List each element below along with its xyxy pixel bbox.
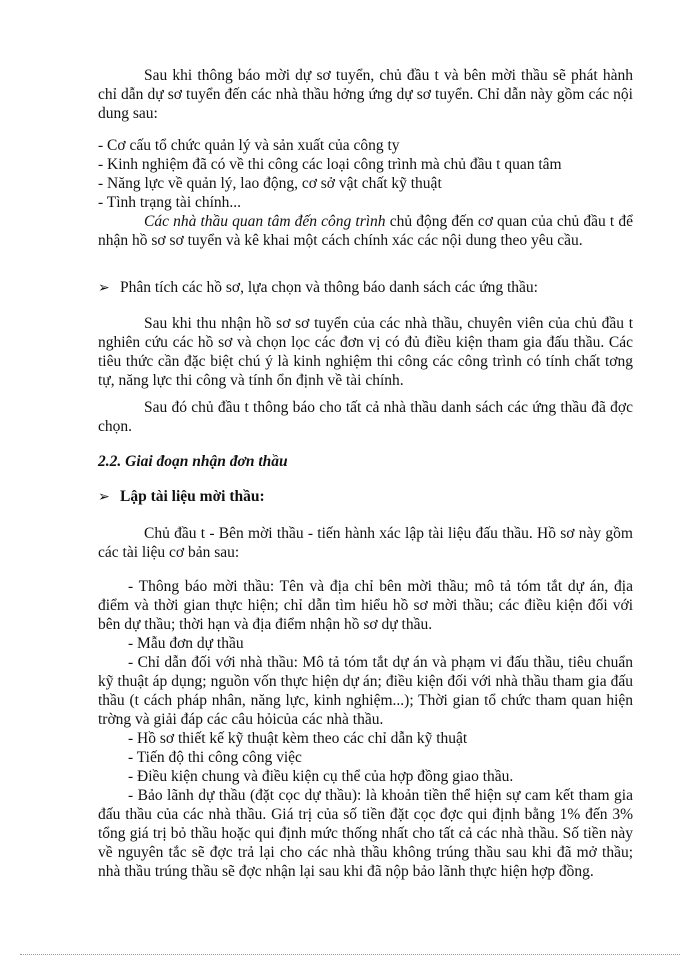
paragraph-intro xyxy=(98,66,633,123)
paragraph-analysis xyxy=(98,314,633,390)
paragraph-documents xyxy=(98,524,633,562)
arrow-bullet-icon: ➢ xyxy=(98,490,110,505)
paragraph-analysis-text: Sau khi thu nhận hồ sơ sơ tuyển của các nhà thầu, chuyên viên của chủ đầu t nghiên cứu các hồ sơ và chọn lọc các đơn vị có đủ điều kiện tham gia đấu thầu. Các tiêu thức cần đặc biệt chú ý là kinh nghiệm thi công các công trình có tính chất tơng tự, năng lực thi công và tính ổn định về tài chính. xyxy=(98,315,633,389)
list-item: - Mẫu đơn dự thầu xyxy=(128,635,244,652)
page-bottom-divider xyxy=(20,954,680,955)
bullet-analysis xyxy=(98,278,633,298)
paragraph-intro-text: Sau khi thông báo mời dự sơ tuyển, chủ đầu t và bên mời thầu sẽ phát hành chỉ dẫn dự sơ tuyển đến các nhà thầu hởng ứng dự sơ tuyển. Chỉ dẫn này gồm các nội dung sau: xyxy=(98,67,633,122)
paragraph-documents-text: Chủ đầu t - Bên mời thầu - tiến hành xác lập tài liệu đấu thầu. Hồ sơ này gồm các tài liệu cơ bản sau: xyxy=(98,525,633,561)
list-item: - Kinh nghiệm đã có về thi công các loại công trình mà chủ đầu t quan tâm xyxy=(98,156,562,173)
bullet-analysis-text: Phân tích các hồ sơ, lựa chọn và thông báo danh sách các ứng thầu: xyxy=(120,279,538,296)
paragraph-rest: chủ động đến cơ quan của chủ đầu t để nhận hồ sơ sơ tuyển và kê khai một cách chính xác các nội dung theo yêu cầu. xyxy=(98,213,633,249)
list-item: - Chỉ dẫn đối với nhà thầu: Mô tả tóm tắt dự án và phạm vi đấu thầu, tiêu chuẩn kỹ thuật áp dụng; nguồn vốn thực hiện dự án; điều kiện đối với nhà thầu tham gia đấu thầu (t cách pháp nhân, năng lực, kinh nghiệm...); Thời gian tổ chức tham quan hiện trờng và giải đáp các câu hỏicủa các nhà thầu. xyxy=(98,654,633,728)
list-prequal-contents xyxy=(98,136,633,212)
italic-phrase: Các nhà thầu quan tâm đến công trình xyxy=(144,213,386,230)
list-item: - Năng lực về quản lý, lao động, cơ sở vật chất kỹ thuật xyxy=(98,175,442,192)
list-item: - Bảo lãnh dự thầu (đặt cọc dự thầu): là khoản tiền thể hiện sự cam kết tham gia đấu thầu của các nhà thầu. Giá trị của số tiền đặt cọc đợc qui định bằng 1% đến 3% tổng giá trị bỏ thầu hoặc qui định mức thống nhất cho tất cả các nhà thầu. Số tiền này về nguyên tắc sẽ đợc trả lại cho các nhà thầu không trúng thầu sau khi đã mở thầu; nhà thầu trúng thầu sẽ đợc nhận lại sau khi đã nộp bảo lãnh thực hiện hợp đồng. xyxy=(98,787,633,880)
section-heading xyxy=(98,452,633,471)
section-heading-text: 2.2. Giai đoạn nhận đơn thầu xyxy=(98,453,288,470)
paragraph-notify-text: Sau đó chủ đầu t thông báo cho tất cả nhà thầu danh sách các ứng thầu đã đợc chọn. xyxy=(98,399,633,435)
list-item: - Tình trạng tài chính... xyxy=(98,194,242,211)
paragraph-interested-contractors xyxy=(98,212,633,250)
bullet-documents xyxy=(98,487,633,507)
arrow-bullet-icon: ➢ xyxy=(98,281,110,296)
paragraph-notify xyxy=(98,398,633,436)
bullet-documents-text: Lập tài liệu mời thầu: xyxy=(120,488,265,505)
list-item: - Cơ cấu tổ chức quản lý và sản xuất của công ty xyxy=(98,137,400,154)
list-item: - Tiến độ thi công công việc xyxy=(128,749,302,766)
list-item: - Thông báo mời thầu: Tên và địa chỉ bên mời thầu; mô tả tóm tắt dự án, địa điểm và thời gian thực hiện; chỉ dẫn tìm hiểu hồ sơ mời thầu; các điều kiện đối với bên dự thầu; thời hạn và địa điểm nhận hồ sơ dự thầu. xyxy=(98,578,633,633)
list-tender-documents xyxy=(98,577,633,881)
list-item: - Hồ sơ thiết kế kỹ thuật kèm theo các chỉ dẫn kỹ thuật xyxy=(128,730,468,747)
list-item: - Điều kiện chung và điều kiện cụ thể của hợp đồng giao thầu. xyxy=(128,768,514,785)
